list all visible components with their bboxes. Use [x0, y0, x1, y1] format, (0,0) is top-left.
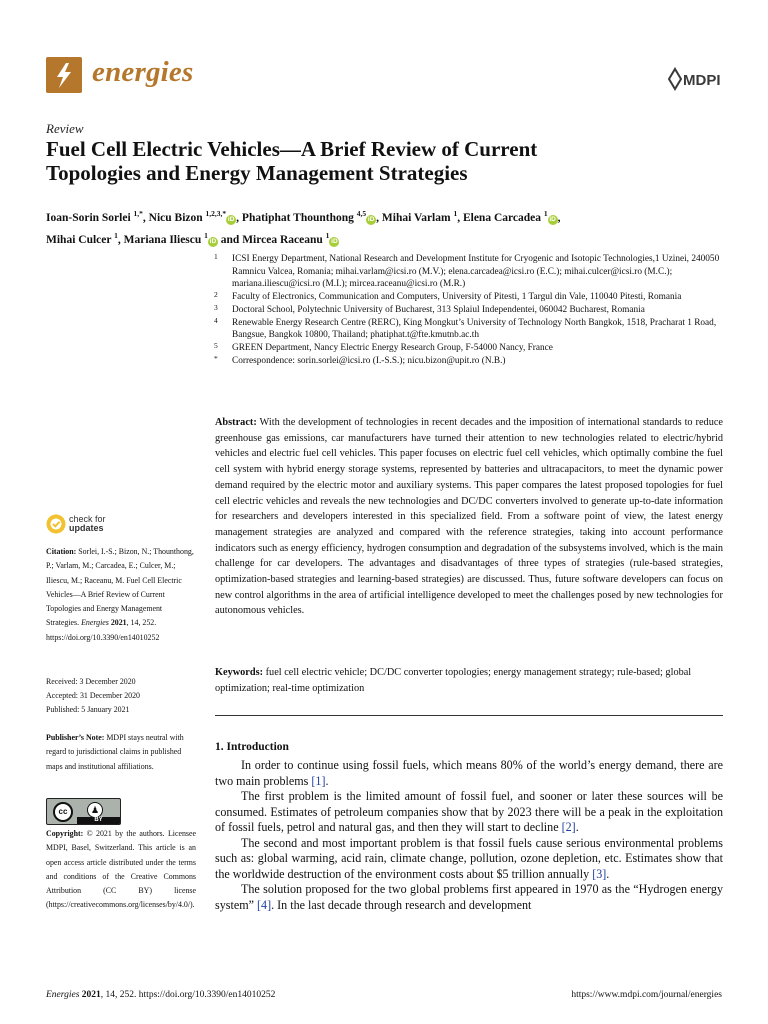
keywords-label: Keywords:: [215, 667, 264, 678]
abstract: [215, 415, 723, 619]
author-affiliation-mark: 1: [114, 230, 118, 240]
author-name: Nicu Bizon: [148, 211, 203, 224]
affiliation-item: [214, 317, 728, 342]
citation-year: 2021: [110, 618, 127, 628]
author-list: Ioan-Sorin Sorlei $^{1,*}$, Nicu Bizon $^{1,2,3,*}$iD , Phatiphat Thounthong $^{4,5}$iD , Mihai Varlam $^1$, Elena Carcadea $^1$iD , Mihai Culcer $^1$, Mariana Iliescu $^1$iD and Mircea Raceanu $^1$iD: [46, 209, 561, 246]
published-date: Published: 5 January 2021: [46, 705, 130, 714]
publisher-note: [46, 731, 196, 774]
section-heading: 1. Introduction: [215, 741, 289, 753]
citation-block: [46, 545, 196, 645]
citation-journal: Energies: [81, 618, 109, 628]
orcid-icon[interactable]: iD: [209, 237, 217, 245]
author-name: Ioan-Sorin Sorlei: [46, 211, 131, 224]
journal-name: energies: [92, 56, 194, 88]
check-for-updates-line1: check for: [69, 514, 106, 524]
affiliation-number: 3: [214, 302, 218, 312]
affiliation-number: 5: [214, 340, 218, 350]
reference-link[interactable]: [4]: [257, 897, 272, 912]
orcid-icon[interactable]: iD: [227, 215, 235, 223]
author-name: Mihai Varlam: [381, 211, 451, 224]
affiliation-number: 4: [214, 315, 218, 325]
copyright-label: Copyright:: [46, 829, 84, 838]
check-for-updates-link[interactable]: [69, 515, 106, 533]
author-name: Elena Carcadea: [462, 211, 541, 224]
affiliation-text: Correspondence: sorin.sorlei@icsi.ro (I.-S.S.); nicu.bizon@upit.ro (N.B.): [232, 355, 506, 366]
paragraph-text: In order to continue using fossil fuels, which means 80% of the world’s energy demand, there are two main problems: [215, 758, 723, 788]
affiliation-number: *: [214, 353, 218, 363]
reference-link[interactable]: [2]: [561, 820, 576, 834]
paragraph-text: The second and most important problem is that fossil fuels cause serious environmental problems such as: global warming, acid rain, climate change, pollution, ozone depletion, etc. Estimates show that the worldwide destruction of the environment costs about $5 trillion annually: [215, 835, 723, 881]
article-title: [46, 137, 726, 185]
affiliation-item: [214, 304, 728, 317]
lightning-bolt-icon: [46, 57, 82, 93]
article-type: Review: [46, 121, 84, 136]
received-date: Received: 3 December 2020: [46, 677, 136, 686]
affiliation-number: 1: [214, 252, 218, 261]
cc-by-label: BY: [77, 817, 120, 824]
footer-citation: [46, 990, 275, 1000]
keywords: [215, 665, 723, 696]
author-affiliation-mark: 1: [543, 209, 548, 218]
creative-commons-icon: cc: [53, 802, 73, 822]
paragraph: The second and most important problem is that fossil fuels cause serious environmental problems such as: global warming, acid rain, climate change, pollution, ozone depletion, etc. Estimates show that the worldwide destruction of the environment costs about $5 trillion annually [3].: [215, 835, 723, 881]
reference-link[interactable]: [3]: [592, 866, 607, 881]
mdpi-logo: [665, 67, 723, 96]
paragraph-text: . In the last decade through research and development: [271, 897, 532, 912]
affiliation-item: [214, 291, 728, 304]
keywords-text: fuel cell electric vehicle; DC/DC converter topologies; energy management strategy; rule-based; global optimization; real-time optimization: [215, 667, 692, 694]
orcid-icon[interactable]: iD: [367, 215, 375, 223]
check-for-updates-line2: updates: [69, 523, 104, 533]
publication-dates: [46, 675, 196, 717]
affiliation-text: ICSI Energy Department, National Research and Development Institute for Cryogenic and Isotopic Technologies,1 Uzinei, 240050 Ramnicu Valcea, Romania; mihai.varlam@icsi.ro (M.V.); elena.carcadea@icsi.ro (E.C.); mihai.culcer@icsi.ro (M.C.); mariana.iliescu@icsi.ro (M.I.); mircea.raceanu@icsi.ro (M.R.): [232, 254, 720, 290]
author-affiliation-mark: 1: [204, 230, 208, 240]
footer-doi[interactable]: , 14, 252. https://doi.org/10.3390/en14010252: [100, 990, 276, 1000]
affiliation-item: [214, 342, 728, 355]
title-line: Fuel Cell Electric Vehicles—A Brief Review of Current: [46, 137, 538, 161]
affiliation-text: Doctoral School, Polytechnic University of Bucharest, 313 Splaiul Independentei, 060042 Bucharest, Romania: [232, 304, 645, 315]
abstract-text: With the development of technologies in recent decades and the imposition of international standards to reduce greenhouse gas emissions, car manufacturers have turned their attention to new technologies related to electric/hybrid vehicles and electric fuel cell vehicles. This paper focuses on electric fuel cell vehicles, which optimally combine the fuel cell system with hybrid energy storage systems, represented by batteries and ultracapacitors, to meet the dynamic power demand required by the electric motor and auxiliary systems. This paper compares the latest proposed topologies for fuel cell electric vehicles and reveals the new technologies and DC/DC converters involved to generate up-to-date information for researchers and developers interested in this specialized field. From a software point of view, the latest energy management strategies are analyzed and compared with the reference strategies, taking into account performance indicators such as energy efficiency, hydrogen consumption and degradation of the subsystems involved, which is the main challenge for car developers. The advantages and disadvantages of three types of strategies (rule-based strategies, optimization-based strategies and learning-based strategies) are discussed. Thus, future software developers can focus on new control algorithms in the area of artificial intelligence developed to meet the challenges posed by new technologies for autonomous vehicles.: [215, 417, 723, 617]
copyright-notice: [46, 827, 196, 913]
title-line: Topologies and Energy Management Strategies: [46, 161, 468, 185]
affiliation-text: Faculty of Electronics, Communication and Computers, University of Pitesti, 1 Targul din Vale, 110040 Pitesti, Romania: [232, 292, 682, 303]
author-name: Mariana Iliescu: [123, 233, 202, 246]
citation-text: Sorlei, I.-S.; Bizon, N.; Thounthong, P.; Varlam, M.; Carcadea, E.; Culcer, M.; Iliescu, M.; Raceanu, M. Fuel Cell Electric Vehicles—A Brief Review of Current Topologies and Energy Management Strategies.: [46, 547, 194, 628]
citation-doi-link[interactable]: https://doi.org/10.3390/en14010252: [46, 632, 160, 642]
publisher-name: MDPI: [683, 72, 721, 89]
paragraph: In order to continue using fossil fuels, which means 80% of the world’s energy demand, there are two main problems [1].: [215, 758, 723, 788]
citation-label: Citation:: [46, 547, 77, 556]
paragraph-text: The first problem is the limited amount of fossil fuel, and sooner or later these sources will be consumed. Estimates of petroleum companies show that by 2023 there will be a peak in the exploitation of fossil fuels, petrol and natural gas, and then they will start to decline: [215, 789, 723, 834]
author-affiliation-mark: 1: [453, 209, 458, 218]
cc-by-license-icon[interactable]: [46, 798, 121, 825]
affiliation-item: [214, 253, 728, 291]
affiliation-item: [214, 355, 728, 368]
footer-year: 2021: [81, 990, 101, 1000]
paragraph-text: The solution proposed for the two global problems first appeared in 1970 as the “Hydrogen energy system”: [215, 882, 723, 912]
attribution-person-icon: ♟: [87, 802, 103, 818]
check-for-updates-icon[interactable]: [46, 514, 66, 539]
author-affiliation-mark: 4,5: [356, 209, 367, 218]
reference-link[interactable]: [1]: [311, 773, 326, 788]
orcid-icon[interactable]: iD: [549, 215, 556, 223]
paragraph: The first problem is the limited amount of fossil fuel, and sooner or later these sources will be consumed. Estimates of petroleum companies show that by 2023 there will be a peak in the exploitation of fossil fuels, petrol and natural gas, and then they will start to decline [2].: [215, 789, 723, 834]
footer-journal-url[interactable]: https://www.mdpi.com/journal/energies: [571, 990, 722, 1000]
publisher-note-label: Publisher’s Note:: [46, 733, 105, 742]
section-divider: [215, 715, 723, 716]
author-name: Phatiphat Thounthong: [241, 211, 354, 224]
paragraph: [215, 882, 723, 913]
author-name: Mircea Raceanu: [242, 233, 323, 246]
affiliation-text: Renewable Energy Research Centre (RERC), King Mongkut’s University of Technology North Bangkok, 1518, Pracharat 1 Road, Bangsue, Bangkok 10800, Thailand; phatiphat.t@fte.kmutnb.ac.th: [232, 317, 717, 341]
author-affiliation-mark: 1: [325, 230, 330, 240]
author-name: Mihai Culcer: [46, 233, 112, 246]
accepted-date: Accepted: 31 December 2020: [46, 691, 140, 700]
affiliation-number: 2: [214, 290, 218, 300]
abstract-label: Abstract:: [215, 417, 257, 428]
journal-logo-icon: [46, 57, 82, 93]
affiliation-list: [214, 253, 728, 367]
orcid-icon[interactable]: iD: [331, 237, 338, 245]
author-affiliation-mark: 1,2,3,*: [205, 209, 227, 218]
citation-volume: , 14, 252.: [126, 618, 157, 628]
affiliation-text: GREEN Department, Nancy Electric Energy Research Group, F-54000 Nancy, France: [232, 342, 553, 353]
copyright-text: © 2021 by the authors. Licensee MDPI, Basel, Switzerland. This article is an open access article distributed under the terms and conditions of the Creative Commons Attribution (CC BY) license (https://creativecommons.org/licenses/by/4.0/).: [46, 829, 196, 910]
publisher-note-text: MDPI stays neutral with regard to jurisdictional claims in published maps and institutional affiliations.: [46, 733, 184, 771]
author-conjunction: and: [220, 233, 240, 246]
introduction-body: [215, 758, 723, 913]
footer-journal: Energies: [46, 990, 80, 1000]
author-affiliation-mark: 1,*: [133, 209, 143, 218]
